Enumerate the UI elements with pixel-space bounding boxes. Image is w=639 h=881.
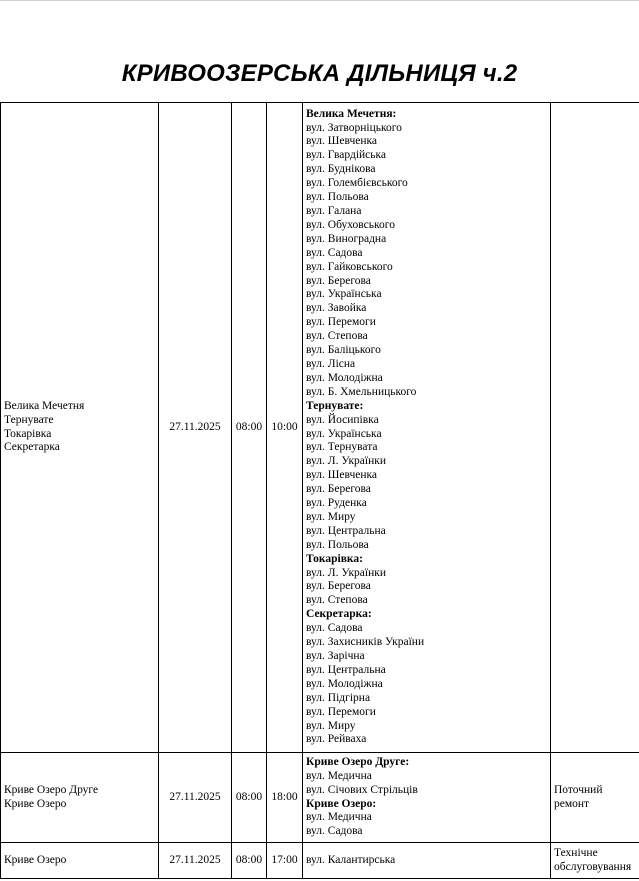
street: вул. Степова	[306, 330, 368, 343]
street: вул. Руденка	[306, 497, 367, 510]
start-time-cell: 08:00	[232, 753, 267, 843]
street: вул. Зарічна	[306, 650, 365, 662]
settlement-name: Криве Озеро Друге	[4, 783, 99, 796]
street: вул. Українська	[306, 427, 382, 440]
street: вул. Захисників України	[306, 636, 425, 649]
address-group-heading: Секретарка:	[306, 608, 372, 621]
street: вул. Миру	[306, 719, 356, 732]
street: вул. Садова	[306, 825, 363, 838]
settlement-name: Секретарка	[4, 441, 60, 454]
address-group-heading: Тернувате:	[306, 399, 364, 412]
street: вул. Баліцького	[306, 344, 381, 357]
end-time-cell: 18:00	[267, 753, 303, 843]
street: вул. Степова	[306, 594, 368, 607]
street: вул. Лісна	[306, 357, 356, 370]
street: вул. Виноградна	[306, 232, 387, 245]
street: вул. Голембієвського	[306, 177, 408, 190]
settlement-name: Криве Озеро	[4, 853, 67, 866]
settlement-name: Велика Мечетня	[4, 399, 85, 412]
work-type-text: обслуговування	[554, 860, 632, 873]
addresses-cell: вул. Калантирська	[303, 843, 551, 879]
street: вул. Затворніцького	[306, 121, 402, 134]
street: вул. Йосипівка	[306, 413, 379, 426]
work-type-cell	[551, 103, 639, 753]
street: вул. Січових Стрільців	[306, 783, 418, 796]
street: вул. Медична	[306, 811, 372, 824]
street: вул. Польова	[306, 538, 369, 551]
work-type-text: Поточний	[554, 784, 603, 796]
outage-schedule-table	[0, 102, 639, 879]
street: вул. Садова	[306, 622, 363, 635]
street: вул. Перемоги	[306, 705, 376, 718]
street: вул. Берегова	[306, 483, 371, 496]
date-cell: 27.11.2025	[159, 843, 232, 879]
address-group-heading: Велика Мечетня:	[306, 107, 397, 120]
address-group-heading: Токарівка:	[306, 552, 363, 565]
top-border-line	[0, 0, 639, 1]
street: вул. Медична	[306, 769, 372, 782]
table-row	[1, 753, 639, 843]
address-group-heading: Криве Озеро Друге:	[306, 755, 410, 768]
street: вул. Садова	[306, 246, 363, 259]
addresses-cell	[303, 103, 551, 753]
settlement-name: Криве Озеро	[4, 797, 67, 810]
settlements-cell	[1, 103, 159, 753]
street: вул. Центральна	[306, 524, 386, 537]
table-row	[1, 103, 639, 753]
end-time-cell: 17:00	[267, 843, 303, 879]
start-time-cell: 08:00	[232, 843, 267, 879]
work-type-text: ремонт	[554, 797, 590, 810]
settlements-cell	[1, 753, 159, 843]
work-type-cell	[551, 753, 639, 843]
street: вул. Берегова	[306, 274, 371, 287]
street: вул. Шевченка	[306, 469, 378, 482]
street: вул. Молодіжна	[306, 677, 383, 690]
street: вул. Л. Українки	[306, 566, 386, 579]
table-row	[1, 843, 639, 879]
street: вул. Берегова	[306, 580, 371, 593]
start-time-cell: 08:00	[232, 103, 267, 753]
street: вул. Гайковського	[306, 260, 393, 273]
street: вул. Перемоги	[306, 316, 376, 329]
street: вул. Гвардійська	[306, 149, 387, 162]
addresses-cell	[303, 753, 551, 843]
page-title: КРИВООЗЕРСЬКА ДІЛЬНИЦЯ ч.2	[121, 60, 518, 87]
street: вул. Буднікова	[306, 163, 376, 176]
street: вул. Галана	[306, 205, 362, 217]
date-cell: 27.11.2025	[159, 103, 232, 753]
settlement-name: Токарівка	[4, 427, 52, 440]
address-group-heading: Криве Озеро:	[306, 797, 377, 810]
work-type-cell	[551, 843, 639, 879]
street: вул. Підгірна	[306, 691, 371, 704]
settlements-cell	[1, 843, 159, 879]
street: вул. Миру	[306, 510, 356, 523]
end-time-cell: 10:00	[267, 103, 303, 753]
date-cell: 27.11.2025	[159, 753, 232, 843]
street: вул. Б. Хмельницького	[306, 385, 417, 398]
work-type-text: Технічне	[554, 847, 598, 859]
settlement-name: Тернувате	[4, 413, 54, 426]
street: вул. Завойка	[306, 302, 367, 315]
street: вул. Шевченка	[306, 135, 378, 148]
street: вул. Українська	[306, 288, 382, 301]
street: вул. Центральна	[306, 663, 386, 676]
street: вул. Л. Українки	[306, 455, 386, 468]
street: вул. Рейваха	[306, 733, 367, 746]
street: вул. Тернувата	[306, 441, 378, 454]
street: вул. Обуховського	[306, 218, 395, 231]
street: вул. Молодіжна	[306, 371, 383, 384]
street: вул. Польова	[306, 191, 369, 204]
